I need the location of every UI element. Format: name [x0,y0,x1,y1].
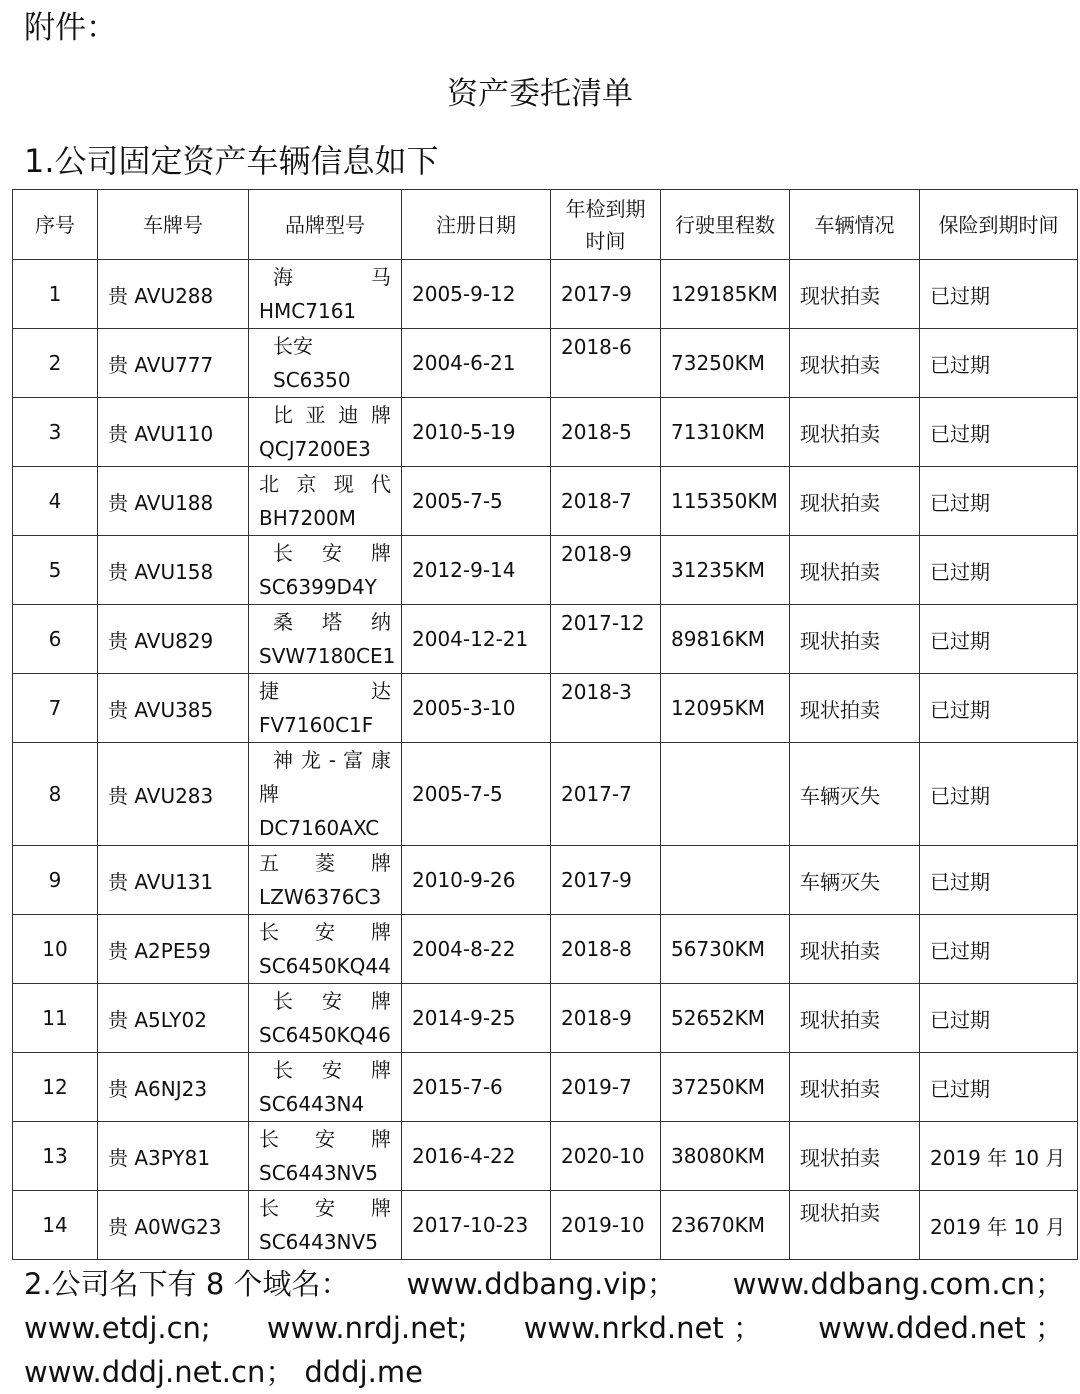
row-mileage: 38080KM [661,1122,790,1191]
row-plate: 贵 AVU131 [98,846,249,915]
row-plate: 贵 A2PE59 [98,915,249,984]
row-inspection-due: 2018-7 [551,467,661,536]
row-index: 1 [13,260,98,329]
section2-intro: 2.公司名下有 8 个域名： [24,1267,350,1301]
row-mileage: 31235KM [661,536,790,605]
brand-line-1: 长 安 牌 [259,920,391,944]
brand-line-2: SVW7180CE1 [259,644,396,668]
domain-item: www.etdj.cn; [24,1311,211,1345]
row-insurance-expiry: 已过期 [920,743,1078,846]
row-vehicle-status: 现状拍卖 [790,329,920,398]
row-inspection-due: 2018-9 [551,984,661,1053]
row-plate: 贵 A3PY81 [98,1122,249,1191]
brand-line-2: SC6443NV5 [259,1230,378,1254]
brand-line-2: FV7160C1F [259,713,374,737]
header-inspection-due: 年检到期时间 [551,190,661,260]
row-plate: 贵 AVU288 [98,260,249,329]
row-mileage: 12095KM [661,674,790,743]
section1-heading: 1.公司固定资产车辆信息如下 [24,142,439,180]
table-row [13,605,1078,674]
row-registration-date: 2010-5-19 [402,398,551,467]
row-plate: 贵 AVU385 [98,674,249,743]
brand-line-2: HMC7161 [259,299,357,323]
row-vehicle-status: 现状拍卖 [790,984,920,1053]
table-row [13,536,1078,605]
row-registration-date: 2004-12-21 [402,605,551,674]
row-brand-model [249,536,402,605]
row-vehicle-status: 现状拍卖 [790,536,920,605]
row-vehicle-status: 现状拍卖 [790,1122,920,1191]
row-plate: 贵 AVU829 [98,605,249,674]
row-registration-date: 2015-7-6 [402,1053,551,1122]
row-mileage: 71310KM [661,398,790,467]
row-inspection-due: 2017-7 [551,743,661,846]
brand-line-1: 比 亚 迪 牌 [273,403,391,427]
row-mileage: 56730KM [661,915,790,984]
row-registration-date: 2014-9-25 [402,984,551,1053]
row-vehicle-status: 现状拍卖 [790,674,920,743]
brand-line-2: QCJ7200E3 [259,437,371,461]
brand-line-2: SC6450KQ46 [259,1023,391,1047]
row-registration-date: 2016-4-22 [402,1122,551,1191]
brand-line-3: DC7160AXC [259,816,380,840]
section2-domains [24,1262,1064,1394]
row-brand-model [249,984,402,1053]
brand-line-1: 神 龙 - 富 康 [273,748,391,772]
row-brand-model [249,1191,402,1260]
table-row [13,467,1078,536]
table-header-row [13,190,1078,260]
row-mileage: 23670KM [661,1191,790,1260]
row-brand-model [249,915,402,984]
row-plate: 贵 A6NJ23 [98,1053,249,1122]
row-vehicle-status: 车辆灭失 [790,743,920,846]
brand-line-1: 长 安 牌 [273,541,391,565]
row-inspection-due: 2018-8 [551,915,661,984]
row-registration-date: 2017-10-23 [402,1191,551,1260]
row-vehicle-status: 现状拍卖 [790,605,920,674]
brand-line-1: 长 安 牌 [273,989,391,1013]
row-mileage [661,846,790,915]
brand-line-2: SC6443NV5 [259,1161,378,1185]
domain-item: www.dddj.net.cn； [24,1355,295,1389]
row-inspection-due: 2018-3 [551,674,661,743]
brand-line-1: 长 安 牌 [273,1058,391,1082]
row-mileage: 52652KM [661,984,790,1053]
row-inspection-due: 2017-12 [551,605,661,674]
row-index: 12 [13,1053,98,1122]
row-inspection-due: 2017-9 [551,260,661,329]
row-index: 11 [13,984,98,1053]
brand-line-1: 桑 塔 纳 [273,610,391,634]
brand-line-2: SC6399D4Y [259,575,377,599]
row-index: 5 [13,536,98,605]
row-mileage: 89816KM [661,605,790,674]
brand-line-2: LZW6376C3 [259,885,382,909]
domain-item: www.ddbang.vip； [406,1267,676,1301]
brand-line-1: 长 安 牌 [259,1196,391,1220]
header-brand-model: 品牌型号 [249,190,402,260]
row-index: 8 [13,743,98,846]
header-index: 序号 [13,190,98,260]
domain-item: www.ddbang.com.cn； [732,1267,1064,1301]
domain-item: www.dded.net ； [818,1311,1064,1345]
domain-item: dddj.me [304,1355,423,1389]
row-insurance-expiry: 2019 年 10 月 [920,1191,1078,1260]
row-mileage: 73250KM [661,329,790,398]
row-insurance-expiry: 已过期 [920,984,1078,1053]
row-brand-model [249,674,402,743]
row-inspection-due: 2019-10 [551,1191,661,1260]
row-mileage: 129185KM [661,260,790,329]
row-insurance-expiry: 已过期 [920,536,1078,605]
row-index: 3 [13,398,98,467]
brand-line-1: 北 京 现 代 [259,472,391,496]
row-insurance-expiry: 已过期 [920,915,1078,984]
row-index: 7 [13,674,98,743]
row-mileage: 115350KM [661,467,790,536]
row-index: 10 [13,915,98,984]
row-insurance-expiry: 2019 年 10 月 [920,1122,1078,1191]
row-insurance-expiry: 已过期 [920,1053,1078,1122]
domain-item: www.nrdj.net; [266,1311,468,1345]
domains-line-1 [24,1262,1064,1306]
row-plate: 贵 AVU283 [98,743,249,846]
row-vehicle-status: 车辆灭失 [790,846,920,915]
row-plate: 贵 AVU188 [98,467,249,536]
table-row [13,743,1078,846]
brand-line-2: BH7200M [259,506,356,530]
brand-line-2: 牌 [259,782,279,806]
row-insurance-expiry: 已过期 [920,329,1078,398]
row-brand-model [249,605,402,674]
row-registration-date: 2004-8-22 [402,915,551,984]
table-row [13,984,1078,1053]
row-insurance-expiry: 已过期 [920,398,1078,467]
row-insurance-expiry: 已过期 [920,674,1078,743]
table-row [13,915,1078,984]
row-vehicle-status: 现状拍卖 [790,467,920,536]
row-vehicle-status: 现状拍卖 [790,398,920,467]
brand-line-1: 海 马 [273,265,391,289]
row-registration-date: 2010-9-26 [402,846,551,915]
table-row [13,846,1078,915]
header-vehicle-status: 车辆情况 [790,190,920,260]
row-registration-date: 2005-9-12 [402,260,551,329]
row-plate: 贵 AVU158 [98,536,249,605]
row-vehicle-status: 现状拍卖 [790,1053,920,1122]
row-brand-model [249,846,402,915]
row-index: 13 [13,1122,98,1191]
row-inspection-due: 2018-9 [551,536,661,605]
brand-line-1: 捷 达 [259,679,391,703]
row-brand-model [249,1122,402,1191]
row-insurance-expiry: 已过期 [920,467,1078,536]
row-registration-date: 2005-7-5 [402,467,551,536]
row-mileage: 37250KM [661,1053,790,1122]
row-brand-model [249,743,402,846]
row-index: 9 [13,846,98,915]
row-index: 2 [13,329,98,398]
attachment-label: 附件： [24,10,117,46]
row-brand-model [249,260,402,329]
row-index: 14 [13,1191,98,1260]
table-row [13,329,1078,398]
brand-line-1: 长 安 牌 [259,1127,391,1151]
row-inspection-due: 2018-5 [551,398,661,467]
row-brand-model [249,329,402,398]
brand-line-2: SC6450KQ44 [259,954,391,978]
row-registration-date: 2012-9-14 [402,536,551,605]
row-brand-model [249,398,402,467]
brand-line-1: 长安 SC6350 [273,334,351,392]
domains-line-2 [24,1306,1064,1350]
header-mileage: 行驶里程数 [661,190,790,260]
brand-line-1: 五 菱 牌 [259,851,391,875]
row-registration-date: 2005-7-5 [402,743,551,846]
table-row [13,674,1078,743]
row-brand-model [249,467,402,536]
table-row [13,398,1078,467]
brand-line-2: SC6443N4 [259,1092,365,1116]
row-insurance-expiry: 已过期 [920,605,1078,674]
header-insurance-expiry: 保险到期时间 [920,190,1078,260]
table-row [13,1122,1078,1191]
row-insurance-expiry: 已过期 [920,260,1078,329]
table-row [13,1053,1078,1122]
row-vehicle-status: 现状拍卖 [790,915,920,984]
document-title: 资产委托清单 [447,76,633,112]
table-row [13,1191,1078,1260]
row-registration-date: 2005-3-10 [402,674,551,743]
row-vehicle-status: 现状拍卖 [790,260,920,329]
domains-line-3 [24,1350,1064,1394]
row-plate: 贵 AVU110 [98,398,249,467]
row-inspection-due: 2020-10 [551,1122,661,1191]
row-insurance-expiry: 已过期 [920,846,1078,915]
domain-item: www.nrkd.net ； [523,1311,762,1345]
table-row [13,260,1078,329]
row-index: 6 [13,605,98,674]
row-brand-model [249,1053,402,1122]
row-vehicle-status: 现状拍卖 [790,1191,920,1260]
row-inspection-due: 2019-7 [551,1053,661,1122]
vehicle-table [12,189,1078,1260]
row-inspection-due: 2017-9 [551,846,661,915]
header-registration-date: 注册日期 [402,190,551,260]
row-index: 4 [13,467,98,536]
row-plate: 贵 A5LY02 [98,984,249,1053]
row-plate: 贵 AVU777 [98,329,249,398]
header-plate: 车牌号 [98,190,249,260]
row-mileage [661,743,790,846]
row-inspection-due: 2018-6 [551,329,661,398]
row-registration-date: 2004-6-21 [402,329,551,398]
row-plate: 贵 A0WG23 [98,1191,249,1260]
